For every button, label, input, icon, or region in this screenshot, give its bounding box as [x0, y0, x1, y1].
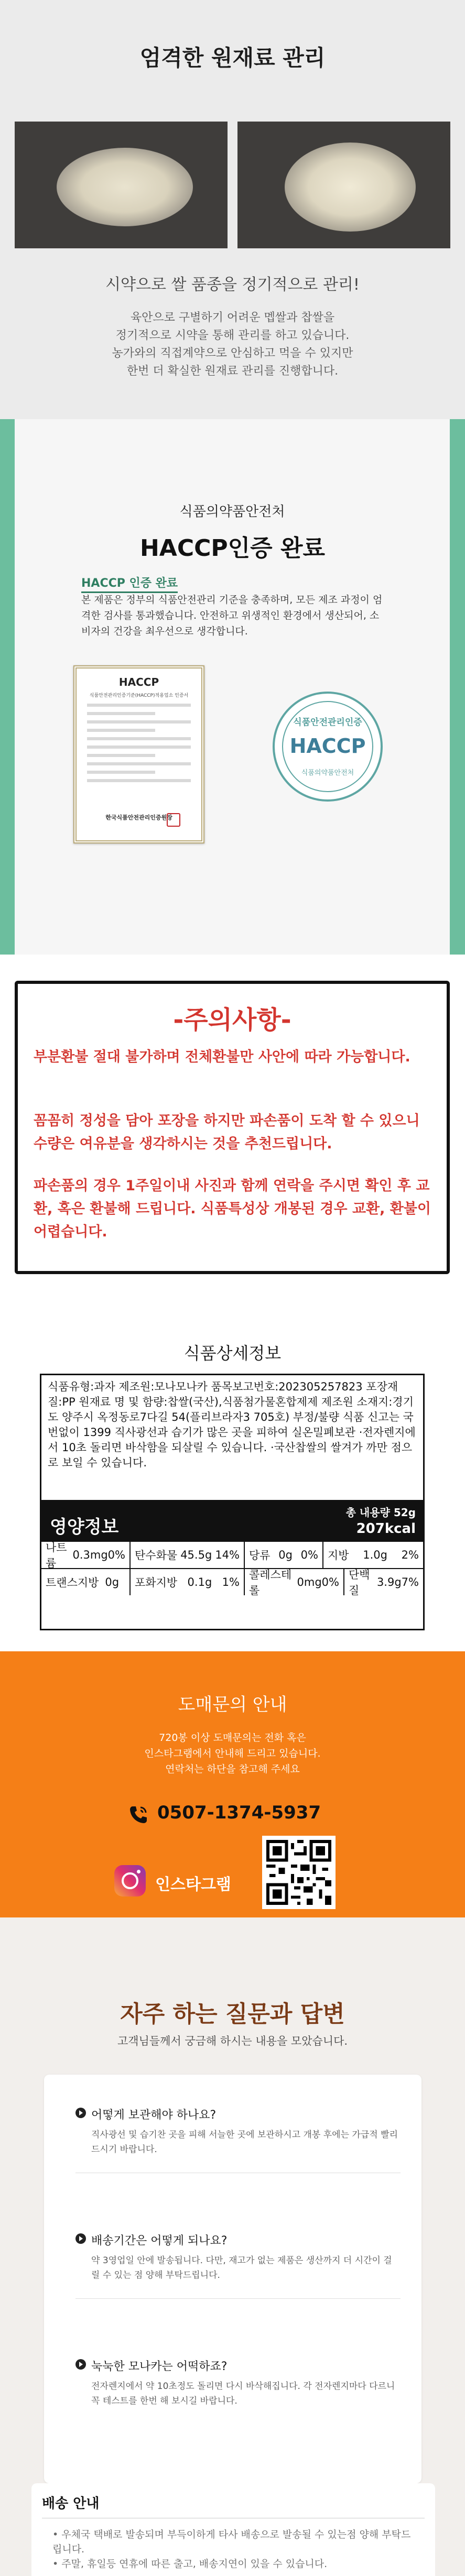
shipping-title: 배송 안내 [42, 2496, 100, 2512]
wholesale-section [0, 1651, 465, 1917]
desc-line: 연락처는 하단을 참고해 주세요 [165, 1763, 300, 1775]
nutrition-row [41, 1541, 423, 1568]
haccp-certificate [73, 665, 204, 843]
precautions-title: -주의사항- [173, 1005, 291, 1035]
nutrition-label: 영양정보 [50, 1517, 119, 1538]
body-line: 한번 더 확실한 원재료 관리를 진행합니다. [126, 365, 339, 378]
food-label-text: 식품유형:과자 제조원:모나모나카 품목보고번호:202305257823 포장재질:PP 원재료 명 및 함량:찹쌀(국산),식품첨가물혼합제제 제조원 소재지:경기도 양주시 옥정동로7다길 54(플리브라자3 705호) 부정/불량 식품 신고는 국번없이 1399 직사광선과 습기가 많은 곳을 피하여 실온밀폐보관 ·전자렌지에서 10초 돌리면 바삭함을 되살릴 수 있습니다. ·국산찹쌀의 쌀겨가 까만 점으로 보일 수 있습니다. [48, 1380, 416, 1469]
rice-photo-right [237, 122, 450, 248]
shipping-item: • 우체국 택배로 발송되며 부득이하게 타사 배송으로 발송될 수 있는점 양해 부탁드립니다. [52, 2529, 411, 2555]
faq-question: 어떻게 보관해야 하나요? [91, 2109, 217, 2122]
precaution-paragraph: 부분환불 절대 불가하며 전체환불만 사안에 따라 가능합니다. [34, 1049, 410, 1065]
faq-answer: 전자렌지에서 약 10초정도 돌리면 다시 바삭해집니다. 각 전자렌지마다 다르니 꼭 테스트를 한번 해 보시길 바랍니다. [91, 2381, 395, 2406]
shipping-info [31, 2483, 435, 2576]
desc-line: 인스타그램에서 안내해 드리고 있습니다. [144, 1748, 321, 1759]
body-line: 농가와의 직접계약으로 안심하고 먹을 수 있지만 [112, 347, 353, 360]
nutrition-total: 총 내용량 52g [345, 1506, 416, 1519]
certificate-stamp [167, 813, 180, 827]
raw-material-body [0, 309, 465, 380]
haccp-heading: HACCP인증 완료 [139, 535, 326, 562]
badge-top-text: 식품안전관리인증 [293, 717, 362, 728]
haccp-section [0, 419, 465, 955]
badge-main-text: HACCP [289, 735, 366, 758]
wholesale-description [0, 1730, 465, 1777]
instagram-icon[interactable] [114, 1865, 146, 1897]
badge-bottom-text: 식품의약품안전처 [301, 769, 354, 777]
instagram-link[interactable]: 인스타그램 [155, 1876, 231, 1894]
nutrient-cell: 나트륨 0.3mg 0% [41, 1542, 131, 1568]
nutrient-cell: 포화지방 0.1g 1% [131, 1569, 245, 1595]
faq-question: 눅눅한 모나카는 어떡하죠? [91, 2360, 228, 2373]
qr-code-icon [266, 1840, 331, 1905]
play-icon [75, 2233, 86, 2244]
faq-answer: 직사광선 및 습기찬 곳을 피해 서늘한 곳에 보관하시고 개봉 후에는 가급적 빨리 드시기 바랍니다. [91, 2130, 398, 2155]
phone-number[interactable]: 0507-1374-5937 [157, 1802, 321, 1823]
nutrient-cell: 당류 0g 0% [245, 1542, 323, 1568]
nutrient-cell: 지방 1.0g 2% [328, 1549, 419, 1562]
faq-card [44, 2075, 421, 2483]
certificate-subtitle: 식품안전관리인증기준(HACCP)적용업소 인증서 [89, 693, 189, 698]
shipping-item: • 주말, 휴일등 연휴에 따른 출고, 배송지연이 있을 수 있습니다. [52, 2558, 328, 2570]
faq-section [0, 1917, 465, 2576]
nutrient-cell: 탄수화물 45.5g 14% [131, 1542, 245, 1568]
precaution-paragraph: 파손품의 경우 1주일이내 사진과 함께 연락을 주시면 확인 후 교환, 혹은 환불해 드립니다. 식품특성상 개봉된 경우 교환, 환불이 어렵습니다. [34, 1178, 431, 1240]
qr-code[interactable] [262, 1836, 336, 1909]
faq-question: 배송기간은 어떻게 되나요? [91, 2234, 228, 2248]
certificate-title: HACCP [118, 676, 159, 688]
precautions-section [0, 955, 465, 1300]
faq-item[interactable] [75, 2232, 401, 2299]
precaution-paragraph: 꼼꼼히 정성을 담아 포장을 하지만 파손품이 도착 할 수 있으니 수량은 여유분을 생각하시는 것을 추천드립니다. [34, 1113, 420, 1152]
nutrient-cell: 트랜스지방 0g [41, 1569, 131, 1595]
nutrition-row [41, 1568, 423, 1595]
faq-item[interactable] [75, 2106, 401, 2173]
food-info-section [0, 1300, 465, 1651]
phone-icon [128, 1804, 149, 1825]
faq-item[interactable] [75, 2358, 401, 2408]
desc-line: 720봉 이상 도매문의는 전화 혹은 [159, 1732, 306, 1744]
play-icon [75, 2108, 86, 2118]
body-line: 정기적으로 시약을 통해 관리를 하고 있습니다. [115, 329, 350, 342]
haccp-kicker: 식품의약품안전처 [179, 504, 285, 520]
haccp-badge [273, 692, 383, 802]
certificate-footer: 한국식품안전관리인증원장 [105, 814, 172, 821]
nutrition-header [41, 1500, 423, 1541]
faq-title: 자주 하는 질문과 답변 [120, 2001, 345, 2027]
raw-material-title: 엄격한 원재료 관리 [139, 45, 326, 71]
rice-photo-left [15, 122, 228, 248]
food-info-title: 식품상세정보 [183, 1343, 282, 1363]
haccp-subheading: HACCP 인증 완료 [81, 574, 178, 593]
nutrient-cell: 콜레스테롤 0mg 0% [245, 1569, 344, 1595]
faq-subtitle: 고객님들께서 궁금해 하시는 내용을 모았습니다. [117, 2035, 348, 2047]
wholesale-title: 도매문의 안내 [178, 1694, 287, 1715]
play-icon [75, 2359, 86, 2370]
food-label [40, 1374, 425, 1630]
raw-material-section [0, 0, 465, 419]
body-line: 육안으로 구별하기 어려운 멥쌀과 찹쌀을 [130, 311, 335, 324]
nutrient-cell: 단백질 3.9g 7% [349, 1569, 419, 1597]
precautions-box [15, 981, 450, 1274]
nutrition-kcal: 207kcal [356, 1521, 416, 1537]
faq-answer: 약 3영업일 안에 발송됩니다. 다만, 재고가 없는 제품은 생산까지 더 시간이 걸릴 수 있는 점 양해 부탁드립니다. [91, 2255, 392, 2281]
haccp-description: 본 제품은 정부의 식품안전관리 기준을 충족하며, 모든 제조 과정이 엄격한 검사를 통과했습니다. 안전하고 위생적인 환경에서 생산되어, 소비자의 건강을 최우선으로 생각합니다. [81, 594, 383, 637]
raw-material-subtitle: 시약으로 쌀 품종을 정기적으로 관리! [105, 276, 360, 294]
